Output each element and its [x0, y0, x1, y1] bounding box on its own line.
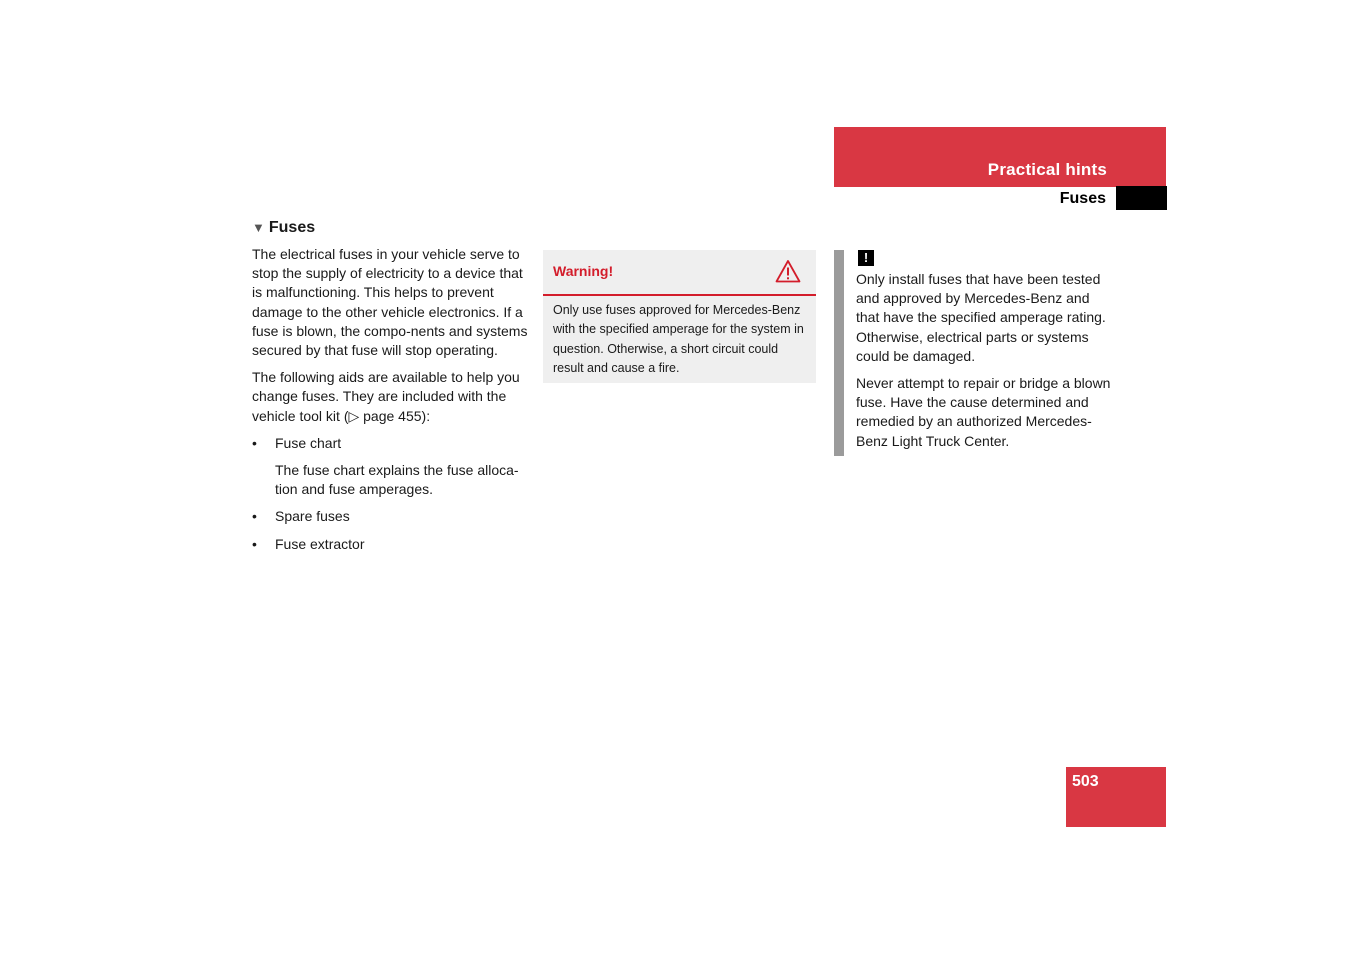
note-paragraph: Only install fuses that have been tested and approved by Mercedes-Benz and that have the specified amperage rating. Otherwise, electrical parts or systems could be damaged.	[856, 271, 1106, 364]
section-tab-marker	[1116, 186, 1167, 210]
aids-list	[252, 434, 532, 554]
note-paragraph: Never attempt to repair or bridge a blown fuse. Have the cause determined and remedied by an authorized Mercedes-Benz Light Truck Center.	[856, 375, 1111, 449]
note-box	[834, 250, 1114, 456]
list-item	[252, 434, 532, 500]
section-title-text: Fuses	[268, 219, 316, 236]
warning-triangle-icon	[775, 259, 801, 283]
chapter-header	[834, 127, 1166, 187]
page-number-box	[1066, 767, 1166, 827]
triangle-down-icon: ▼	[252, 220, 265, 235]
chapter-title: Practical hints	[987, 160, 1107, 179]
intro-paragraph: The electrical fuses in your vehicle serve to stop the supply of electricity to a device that is malfunctioning. This helps to prevent damage to the other vehicle electronics. If a fuse is blown, the compo-nents and systems secured by that fuse will stop operating.	[252, 246, 528, 359]
list-item-label: Spare fuses	[275, 508, 350, 525]
exclamation-icon: !	[858, 250, 874, 266]
warning-box	[543, 250, 816, 383]
list-item-label: Fuse extractor	[275, 535, 365, 552]
list-item-description: The fuse chart explains the fuse alloca-tion and fuse amperages.	[275, 462, 519, 498]
bullet-icon: •	[252, 508, 257, 525]
list-item	[252, 507, 532, 526]
warning-header	[543, 250, 816, 296]
list-item-label: Fuse chart	[275, 434, 342, 451]
bullet-icon: •	[252, 434, 257, 451]
section-title	[252, 218, 315, 238]
page-number: 503	[1072, 773, 1099, 790]
note-bar	[834, 250, 844, 456]
warning-label: Warning!	[553, 263, 614, 279]
aids-paragraph: The following aids are available to help you change fuses. They are included with the vehicle tool kit (▷ page 455):	[252, 369, 520, 424]
warning-text: Only use fuses approved for Mercedes-Benz with the specified amperage for the system in question. Otherwise, a short circuit could result and cause a fire.	[553, 303, 804, 375]
left-column	[252, 245, 532, 562]
bullet-icon: •	[252, 535, 257, 552]
note-text	[856, 270, 1116, 459]
list-item	[252, 535, 532, 554]
section-header: Fuses	[1059, 190, 1106, 207]
